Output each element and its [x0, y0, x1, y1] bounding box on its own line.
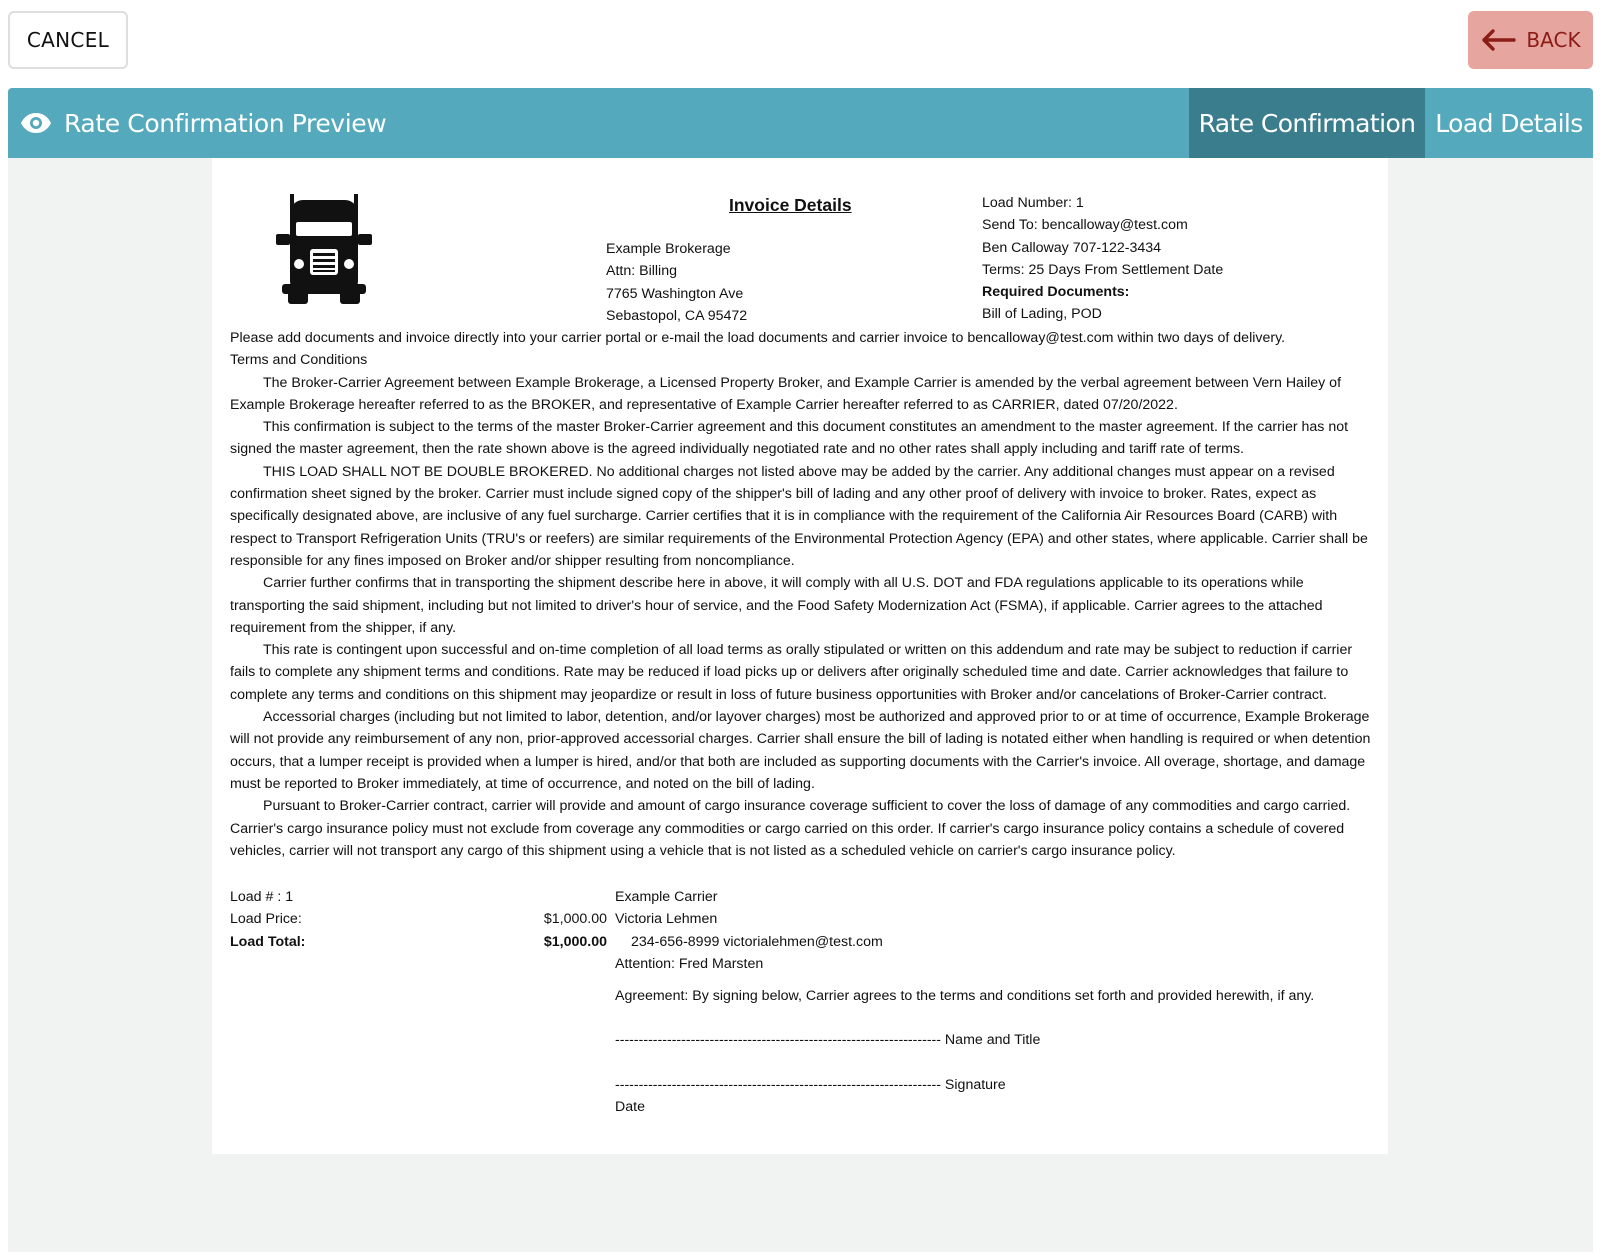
preview-header	[8, 88, 1593, 158]
terms-paragraph: The Broker-Carrier Agreement between Example Brokerage, a Licensed Property Broker, and Example Carrier is amended by the verbal agreement between Vern Hailey of Example Brokerage hereafter referred to as the BROKER, and representative of Example Carrier hereafter referred to as CARRIER, dated 07/20/2022.	[230, 374, 1342, 413]
broker-attn: Attn: Billing	[606, 263, 677, 280]
totals-load-number: Load # : 1	[230, 889, 294, 905]
terms-paragraph: Accessorial charges (including but not limited to labor, detention, and/or layover charges) most be authorized and approved prior to or at time of occurrence, Example Brokerage will not provide any reimbursement of any non, prior-approved accessorial charges. Carrier shall ensure the bill of lading is notated either when handling is required or when detention occurs, that a lumper receipt is provided when a lumper is hired, and/or that both are included as supporting documents with the Carrier's invoice. All overage, shortage, and damage must be reported to Broker immediately, at time of occurrence, and noted on the bill of lading.	[230, 709, 1371, 792]
payment-terms: Terms: 25 Days From Settlement Date	[982, 261, 1224, 278]
tab-rate-confirmation[interactable]: Rate Confirmation	[1189, 88, 1425, 158]
instructions: Please add documents and invoice directly into your carrier portal or e-mail the load documents and carrier invoice to bencalloway@test.com within two days of delivery.	[230, 330, 1286, 346]
broker-address-line2: Sebastopol, CA 95472	[606, 307, 748, 324]
broker-contact: Ben Calloway 707-122-3434	[982, 239, 1162, 256]
broker-address	[606, 238, 747, 327]
load-totals	[230, 886, 607, 953]
carrier-block	[615, 886, 1314, 1118]
date-label: Date	[615, 1099, 645, 1116]
load-total-value: $1,000.00	[543, 933, 607, 950]
carrier-name: Example Carrier	[615, 889, 718, 905]
broker-address-line1: 7765 Washington Ave	[606, 285, 744, 302]
page-title: Rate Confirmation Preview	[64, 108, 387, 138]
carrier-agreement: Agreement: By signing below, Carrier agrees to the terms and conditions set forth and provided herewith, if any.	[615, 988, 1315, 1005]
load-total-label: Load Total:	[230, 933, 306, 950]
terms-heading: Terms and Conditions	[230, 352, 368, 369]
back-button[interactable]	[1468, 11, 1593, 69]
terms-section	[230, 327, 1371, 862]
load-price-label: Load Price:	[230, 911, 302, 928]
cancel-button[interactable]: CANCEL	[8, 11, 128, 69]
load-number: Load Number: 1	[982, 195, 1084, 211]
eye-icon	[20, 112, 52, 134]
back-button-label: BACK	[1526, 28, 1581, 52]
required-docs: Bill of Lading, POD	[982, 306, 1102, 323]
invoice-title: Invoice Details	[729, 195, 852, 215]
signature-line: --------------------------------------------------------------------- Signature	[615, 1076, 1006, 1093]
load-info	[982, 192, 1223, 326]
carrier-contact-name: Victoria Lehmen	[615, 911, 718, 928]
required-docs-label: Required Documents:	[982, 284, 1130, 301]
terms-paragraph: THIS LOAD SHALL NOT BE DOUBLE BROKERED. No additional charges not listed above may be added by the carrier. Any additional changes must appear on a revised confirmation sheet signed by the broker. Carrier must include signed copy of the shipper's bill of lading and any other proof of delivery with invoice to broker. Rates, expect as specifically designated above, are inclusive of any fuel surcharge. Carrier certifies that it is in compliance with the requirement of the California Air Resources Board (CARB) with respect to Transport Refrigeration Units (TRU's or reefers) are similar requirements of the Environmental Protection Agency (EPA) and other states, where applicable. Carrier shall be responsible for any fines imposed on Broker and/or shipper resulting from noncompliance.	[230, 463, 1368, 569]
arrow-left-icon	[1480, 28, 1516, 52]
load-price-value: $1,000.00	[543, 911, 607, 928]
terms-paragraph: Pursuant to Broker-Carrier contract, carrier will provide and amount of cargo insurance coverage sufficient to cover the loss of damage of any commodities and cargo carried. Carrier's cargo insurance policy must not exclude from coverage any commodities or cargo carried on this order. If carrier's cargo insurance policy contains a schedule of covered vehicles, carrier will not transport any cargo of this shipment using a vehicle that is not listed as a scheduled vehicle on carrier's cargo insurance policy.	[230, 798, 1351, 859]
terms-paragraph: This rate is contingent upon successful and on-time completion of all load terms as orally stipulated or written on this addendum and rate may be subject to reduction if carrier fails to complete any shipment terms and conditions. Rate may be reduced if load picks up or delivers after originally scheduled time and date. Carrier acknowledges that failure to complete any terms and conditions on this shipment may jeopardize or result in loss of future business opportunities with Broker and/or cancelations of Broker-Carrier contract.	[230, 642, 1353, 703]
name-title-line: --------------------------------------------------------------------- Name and Title	[615, 1032, 1041, 1049]
carrier-contact-info: 234-656-8999 victorialehmen@test.com	[631, 933, 883, 950]
carrier-attention: Attention: Fred Marsten	[615, 955, 764, 972]
send-to: Send To: bencalloway@test.com	[982, 217, 1188, 234]
truck-icon	[276, 192, 372, 304]
broker-name: Example Brokerage	[606, 241, 731, 257]
terms-paragraph: This confirmation is subject to the terms of the master Broker-Carrier agreement and this document constitutes an amendment to the master agreement. If the carrier has not signed the master agreement, then the rate shown above is the agreed individually negotiated rate and no other rates shall apply including and tariff rate of terms.	[230, 419, 1349, 458]
terms-paragraph: Carrier further confirms that in transporting the shipment describe here in above, it will comply with all U.S. DOT and FDA regulations applicable to its operations while transporting the said shipment, including but not limited to driver's hour of service, and the Food Safety Modernization Act (FSMA), if applicable. Carrier agrees to the attached requirement from the shipper, if any.	[230, 575, 1323, 636]
tab-load-details[interactable]: Load Details	[1435, 108, 1583, 138]
